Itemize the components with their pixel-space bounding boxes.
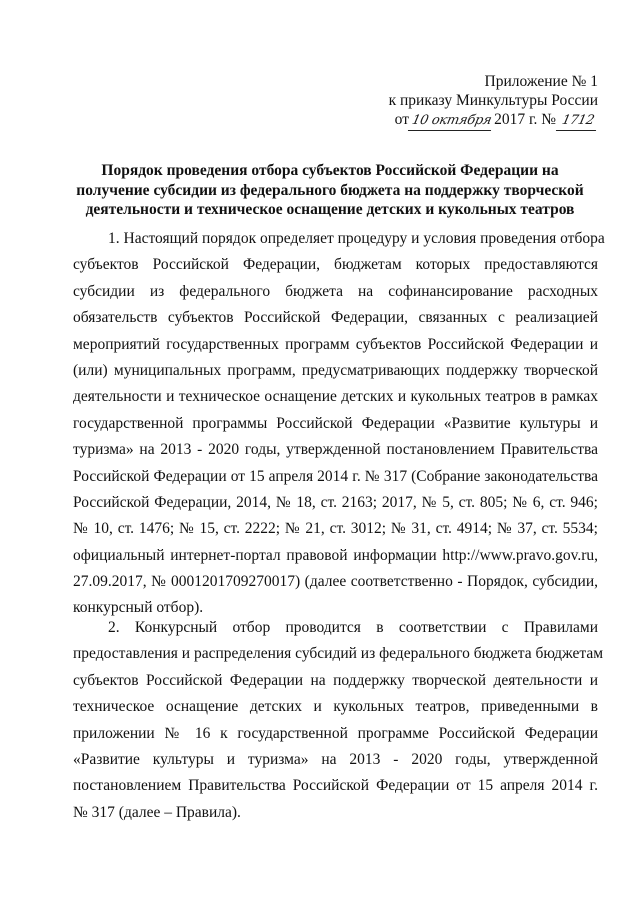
- order-date-line: [389, 110, 598, 131]
- title-line: получение субсидии из федерального бюджета на поддержку творческой: [76, 181, 584, 199]
- appendix-label: Приложение № 1: [484, 73, 598, 90]
- paragraph-line: субсидии из федерального бюджета на софинансирование расходных: [73, 282, 598, 300]
- paragraph-line: постановлением Правительства Российской Федерации от 15 апреля 2014 г.: [73, 777, 598, 795]
- paragraph-line: приложении № 16 к государственной программе Российской Федерации: [73, 724, 598, 742]
- document-title: [60, 161, 600, 220]
- paragraph-line: 27.09.2017, № 0001201709270017) (далее соответственно - Порядок, субсидии,: [73, 573, 598, 591]
- paragraph-line: субъектов Российской Федерации на поддержку творческой деятельности и: [73, 671, 598, 689]
- order-reference: к приказу Минкультуры России: [388, 92, 598, 109]
- paragraph-1: [73, 226, 605, 622]
- paragraph-line: предоставления и распределения субсидий из федерального бюджета бюджетам: [73, 645, 604, 663]
- paragraph-line: (или) муниципальных программ, предусматривающих поддержку творческой: [73, 361, 598, 379]
- paragraph-line: туризма» на 2013 - 2020 годы, утвержденной постановлением Правительства: [73, 441, 598, 459]
- paragraph-line: официальный интернет-портал правовой информации http://www.pravo.gov.ru,: [73, 546, 598, 564]
- title-line: деятельности и техническое оснащение детских и кукольных театров: [85, 201, 575, 218]
- paragraph-line: «Развитие культуры и туризма» на 2013 - 2020 годы, утвержденной: [73, 750, 598, 768]
- paragraph-line: государственной программы Российской Федерации «Развитие культуры и: [73, 414, 598, 432]
- appendix-header: [389, 72, 598, 131]
- paragraph-line: № 317 (далее – Правила).: [73, 803, 241, 821]
- paragraph-line: Российской Федерации, 2014, № 18, ст. 2163; 2017, № 5, ст. 805; № 6, ст. 946;: [73, 493, 598, 511]
- paragraph-line: Российской Федерации от 15 апреля 2014 г. № 317 (Собрание законодательства: [73, 467, 598, 485]
- paragraph-line: субъектов Российской Федерации, бюджетам которых предоставляются: [73, 256, 598, 274]
- paragraph-line: конкурсный отбор).: [73, 599, 204, 617]
- order-prefix: от: [394, 111, 409, 128]
- paragraph-line: 1. Настоящий порядок определяет процедуру и условия проведения отбора: [108, 230, 605, 247]
- paragraph-line: обязательств субъектов Российской Федерации, связанных с реализацией: [73, 309, 598, 327]
- order-year: 2017 г. №: [494, 111, 557, 128]
- paragraph-line: № 10, ст. 1476; № 15, ст. 2222; № 21, ст. 3012; № 31, ст. 4914; № 37, ст. 5534;: [73, 520, 598, 538]
- paragraph-2: [73, 615, 604, 826]
- paragraph-line: техническое оснащение детских и кукольных театров, приведенными в: [73, 698, 598, 716]
- title-line: Порядок проведения отбора субъектов Российской Федерации на: [101, 162, 559, 179]
- handwritten-order-number: 1712: [556, 111, 600, 131]
- paragraph-line: деятельности и техническое оснащение детских и кукольных театров в рамках: [73, 388, 598, 406]
- paragraph-line: 2. Конкурсный отбор проводится в соответствии с Правилами: [108, 619, 598, 636]
- handwritten-order-date: 10 октября: [408, 111, 495, 131]
- paragraph-line: мероприятий государственных программ субъектов Российской Федерации и: [73, 335, 598, 353]
